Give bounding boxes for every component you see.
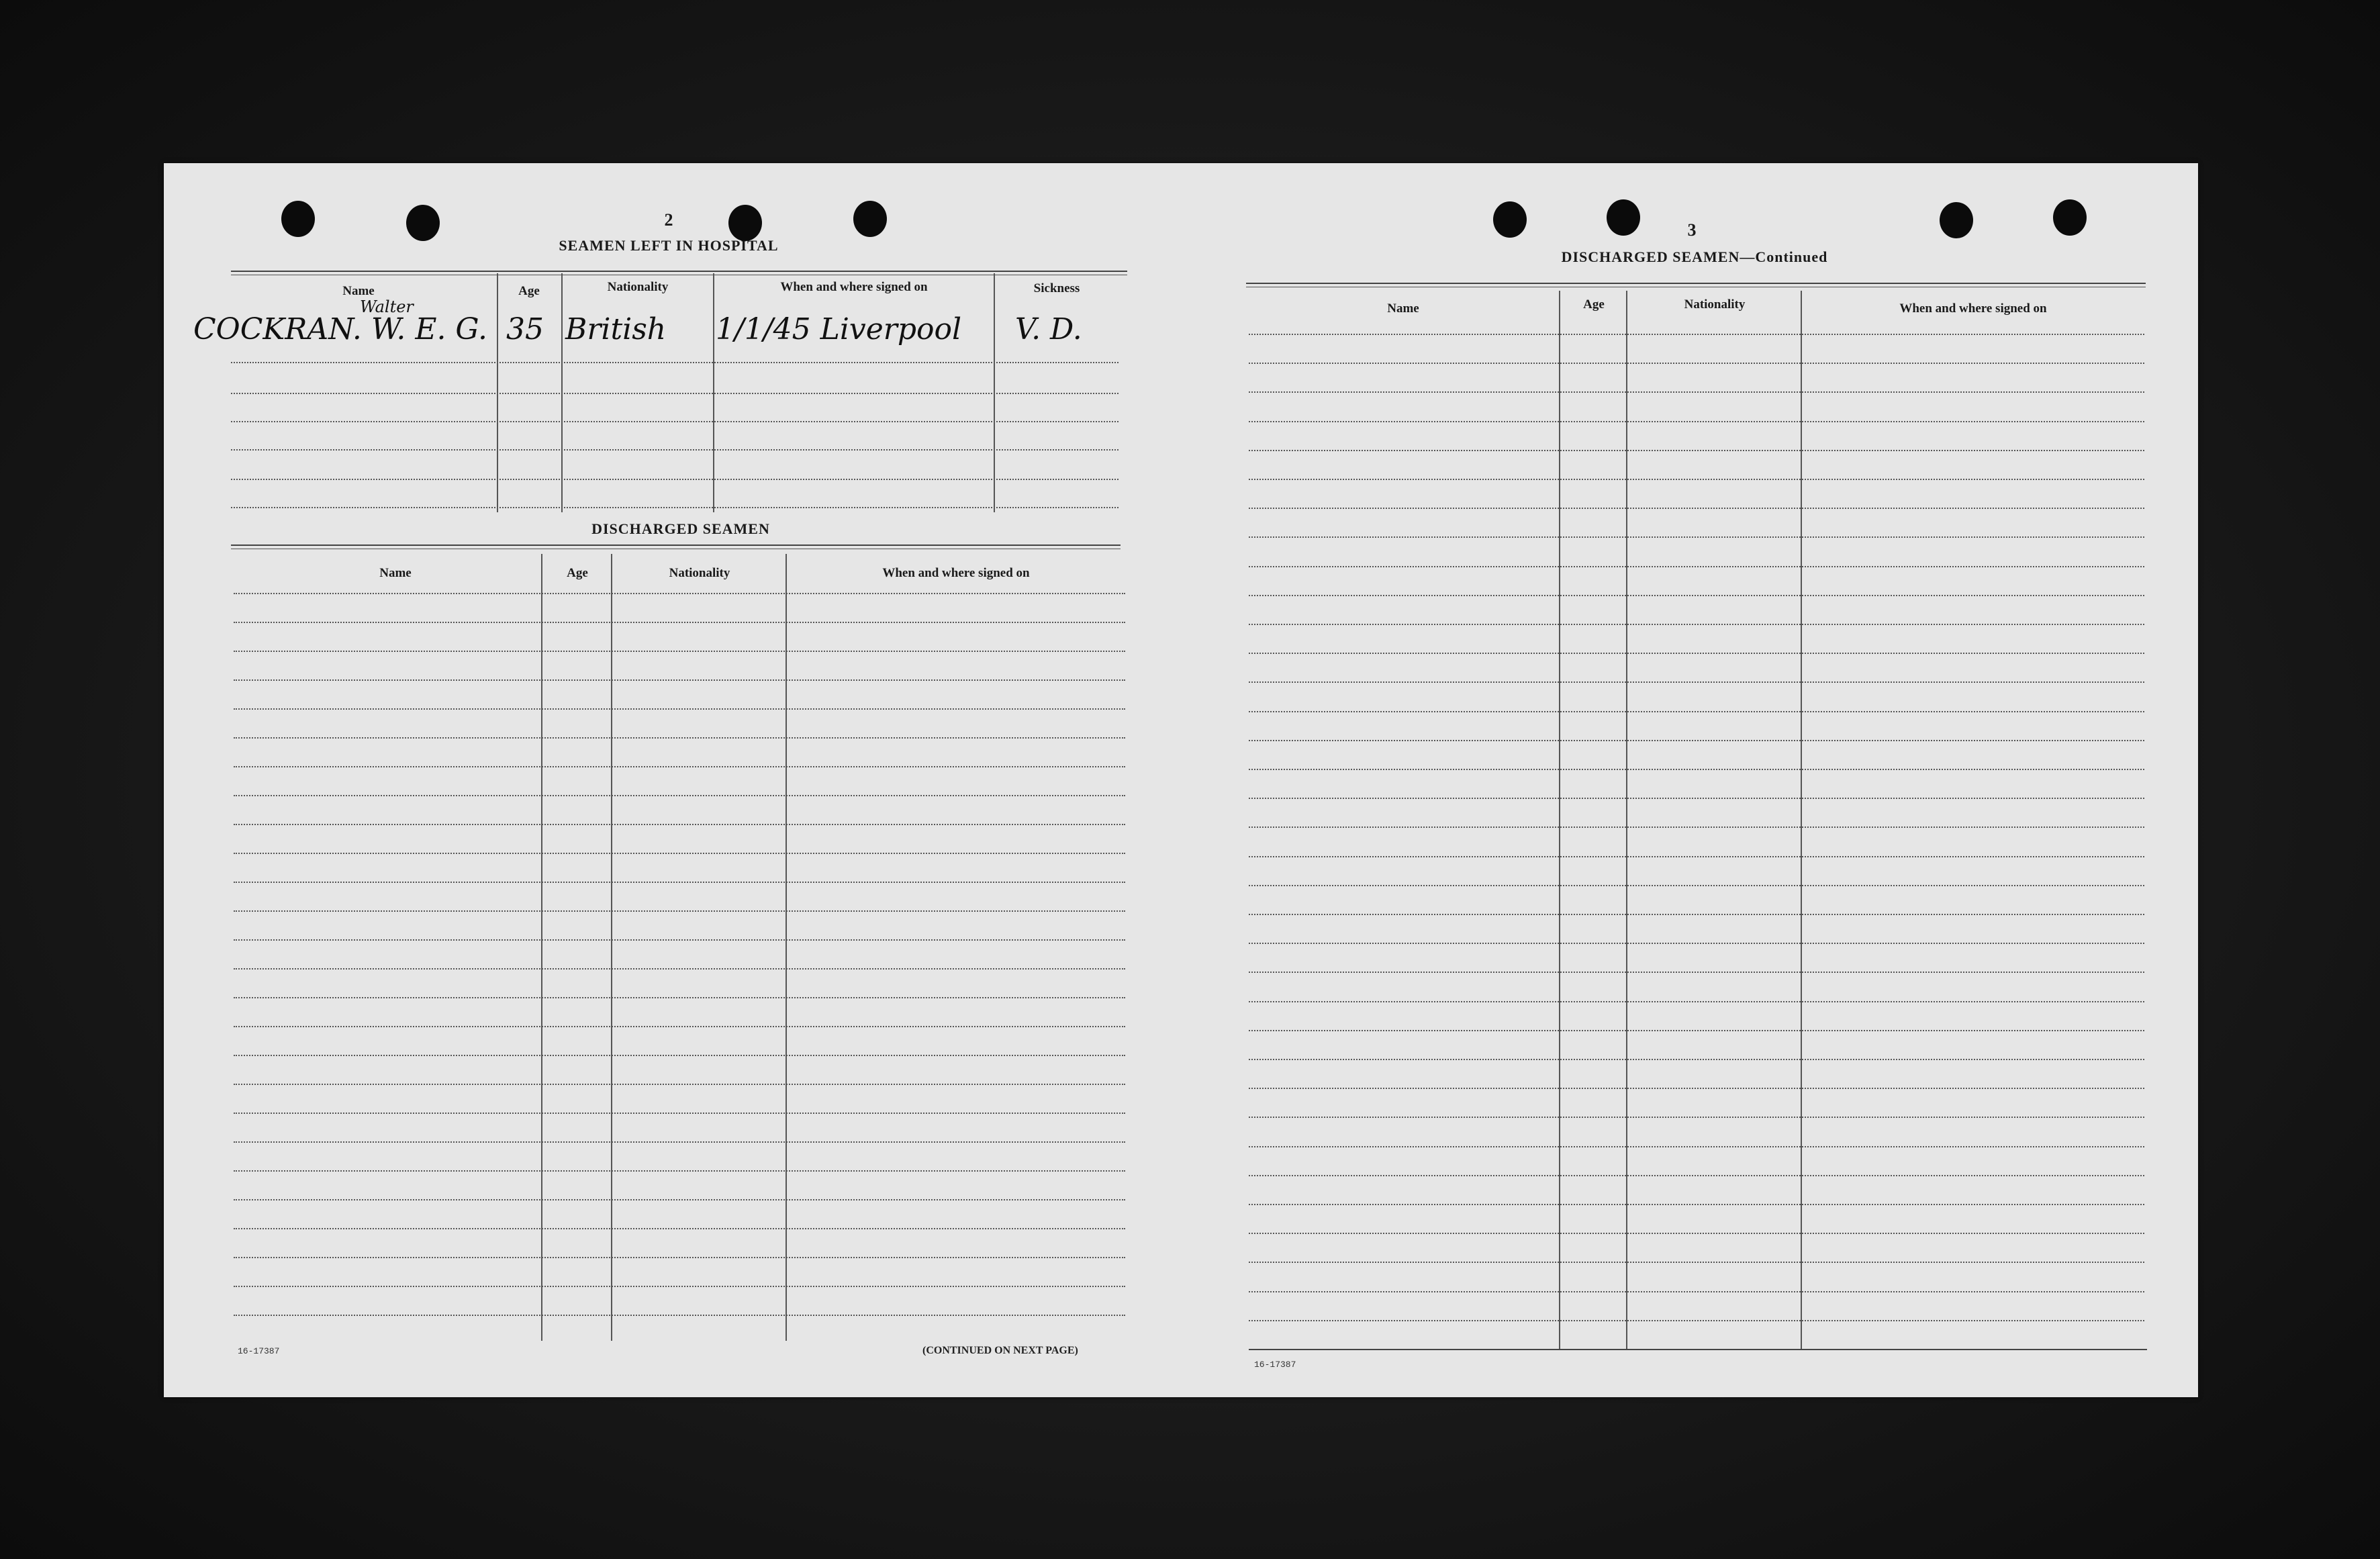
punch-hole <box>281 201 315 237</box>
col-header-signed-on: When and where signed on <box>780 280 928 294</box>
table-top-rule <box>1246 283 2146 284</box>
right-form-code: 16-17387 <box>1254 1360 1296 1370</box>
column-rule <box>561 273 563 512</box>
row-rule <box>234 882 1125 883</box>
row-rule <box>1249 624 2144 625</box>
row-rule <box>1249 479 2144 480</box>
row-rule <box>234 824 1125 825</box>
row-rule <box>1249 421 2144 422</box>
column-rule <box>1626 291 1627 1349</box>
row-rule <box>234 1315 1125 1316</box>
row-rule <box>1249 1146 2144 1147</box>
row-rule <box>1249 681 2144 683</box>
row-rule <box>231 421 1118 422</box>
discharged-section-title: DISCHARGED SEAMEN <box>591 520 770 537</box>
row-rule <box>1249 1233 2144 1234</box>
entry-nationality: British <box>565 312 667 346</box>
row-rule <box>234 853 1125 854</box>
row-rule <box>234 593 1125 594</box>
row-rule <box>234 968 1125 970</box>
row-rule <box>1249 334 2144 335</box>
row-rule <box>234 1170 1125 1172</box>
row-rule <box>234 737 1125 739</box>
row-rule <box>1249 1204 2144 1205</box>
column-rule <box>1559 291 1560 1349</box>
row-rule <box>1249 769 2144 770</box>
entry-name-annotation: Walter <box>360 297 414 316</box>
row-rule <box>1249 391 2144 393</box>
row-rule <box>1249 740 2144 741</box>
column-rule <box>994 273 995 512</box>
row-rule <box>1249 914 2144 915</box>
row-rule <box>1249 1320 2144 1321</box>
row-rule <box>1249 972 2144 973</box>
row-rule <box>234 910 1125 912</box>
entry-signed-on: 1/1/45 Liverpool <box>716 312 962 346</box>
right-page-number: 3 <box>1687 220 1697 240</box>
col-header-name: Name <box>1387 301 1419 316</box>
punch-hole <box>1607 199 1640 236</box>
entry-sickness: V. D. <box>1015 312 1082 346</box>
row-rule <box>234 1199 1125 1200</box>
row-rule <box>234 1084 1125 1085</box>
row-rule <box>234 651 1125 652</box>
row-rule <box>1249 798 2144 799</box>
row-rule <box>1249 856 2144 857</box>
punch-hole <box>406 205 440 241</box>
row-rule <box>231 479 1118 480</box>
entry-name: COCKRAN. W. E. G. <box>193 312 488 346</box>
row-rule <box>234 939 1125 941</box>
col-header-signed-on: When and where signed on <box>1899 301 2047 316</box>
table-bottom-rule <box>1249 1349 2147 1350</box>
row-rule <box>1249 885 2144 886</box>
row-rule <box>234 1055 1125 1056</box>
row-rule <box>234 1141 1125 1143</box>
row-rule <box>234 997 1125 998</box>
col-header-nationality: Nationality <box>1684 297 1746 312</box>
column-rule <box>497 273 498 512</box>
punch-hole <box>1493 201 1527 238</box>
punch-hole <box>2053 199 2087 236</box>
discharged-continued-title: DISCHARGED SEAMEN—Continued <box>1561 248 1828 265</box>
col-header-nationality: Nationality <box>607 280 669 294</box>
col-header-name: Name <box>342 284 375 298</box>
row-rule <box>234 679 1125 681</box>
row-rule <box>234 1228 1125 1229</box>
row-rule <box>1249 508 2144 509</box>
row-rule <box>1249 536 2144 538</box>
punch-hole <box>728 205 762 241</box>
row-rule <box>234 622 1125 623</box>
punch-hole <box>853 201 887 237</box>
col-header-name: Name <box>379 566 412 580</box>
row-rule <box>1249 1291 2144 1292</box>
row-rule <box>234 795 1125 796</box>
row-rule <box>1249 1175 2144 1176</box>
row-rule <box>234 1286 1125 1287</box>
col-header-age: Age <box>1583 297 1605 312</box>
row-rule <box>234 1026 1125 1027</box>
row-rule <box>1249 450 2144 451</box>
row-rule <box>234 1257 1125 1258</box>
entry-age: 35 <box>506 312 544 346</box>
row-rule <box>1249 653 2144 654</box>
row-rule <box>1249 1030 2144 1031</box>
column-rule <box>1801 291 1802 1349</box>
row-rule <box>1249 1088 2144 1089</box>
row-rule <box>234 1113 1125 1114</box>
column-rule <box>541 554 542 1341</box>
row-rule <box>1249 595 2144 596</box>
row-rule <box>234 708 1125 710</box>
hospital-section-title: SEAMEN LEFT IN HOSPITAL <box>559 237 779 254</box>
left-form-code: 16-17387 <box>238 1346 280 1356</box>
continued-note: (CONTINUED ON NEXT PAGE) <box>922 1345 1078 1356</box>
column-rule <box>611 554 612 1341</box>
row-rule <box>1249 1001 2144 1002</box>
row-rule <box>1249 566 2144 567</box>
row-rule <box>231 393 1118 394</box>
col-header-sickness: Sickness <box>1033 281 1080 295</box>
row-rule <box>231 362 1118 363</box>
row-rule <box>1249 1059 2144 1060</box>
row-rule <box>1249 826 2144 828</box>
col-header-signed-on: When and where signed on <box>882 566 1030 580</box>
punch-hole <box>1940 202 1973 238</box>
table-top-rule <box>231 271 1127 272</box>
col-header-age: Age <box>518 284 540 298</box>
row-rule <box>1249 711 2144 712</box>
row-rule <box>1249 1262 2144 1263</box>
row-rule <box>1249 1117 2144 1118</box>
table-top-rule <box>231 545 1121 546</box>
column-rule <box>713 273 714 512</box>
col-header-nationality: Nationality <box>669 566 730 580</box>
column-rule <box>786 554 787 1341</box>
left-page-number: 2 <box>664 210 673 230</box>
row-rule <box>231 449 1118 451</box>
row-rule <box>231 507 1118 508</box>
row-rule <box>234 766 1125 767</box>
row-rule <box>1249 363 2144 364</box>
col-header-age: Age <box>567 566 588 580</box>
row-rule <box>1249 943 2144 944</box>
log-sheet <box>164 163 2198 1397</box>
